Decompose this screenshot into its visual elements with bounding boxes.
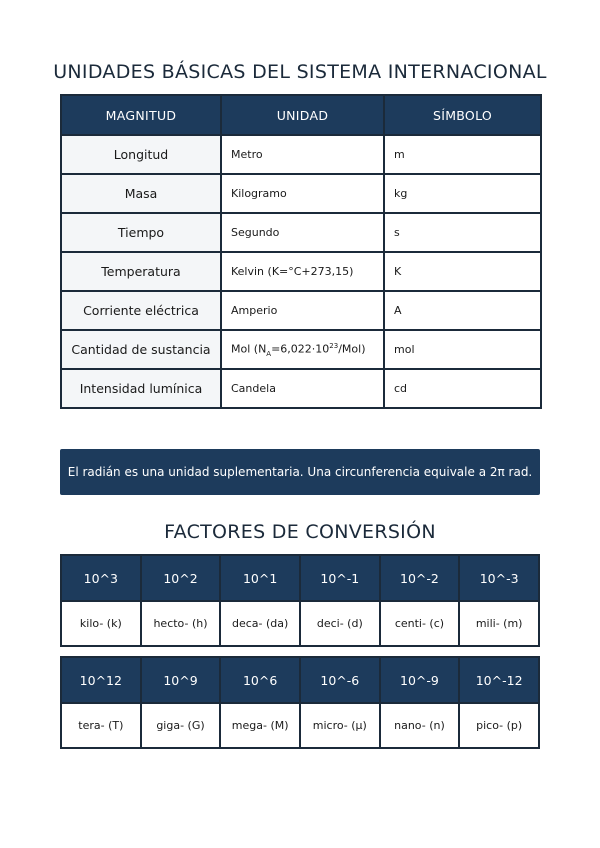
- prefixes-row: [61, 601, 539, 646]
- prefix-cell: centi- (c): [380, 601, 460, 646]
- powers-row: [61, 657, 539, 703]
- power-cell: 10^-1: [300, 555, 380, 601]
- magnitud-cell: Corriente eléctrica: [61, 291, 221, 330]
- exponent-superscript: 23: [329, 341, 339, 350]
- power-cell: 10^1: [220, 555, 300, 601]
- unidad-cell: Metro: [221, 135, 384, 174]
- power-cell: 10^-2: [380, 555, 460, 601]
- prefix-cell: giga- (G): [141, 703, 221, 748]
- magnitud-cell: Intensidad lumínica: [61, 369, 221, 408]
- conversion-table-2: [60, 656, 540, 749]
- header-magnitud: MAGNITUD: [61, 95, 221, 135]
- table-row: [61, 369, 541, 408]
- table-row: [61, 252, 541, 291]
- magnitud-cell: Cantidad de sustancia: [61, 330, 221, 369]
- header-simbolo: SÍMBOLO: [384, 95, 541, 135]
- simbolo-cell: cd: [384, 369, 541, 408]
- avogadro-subscript: A: [266, 349, 272, 358]
- prefix-cell: kilo- (k): [61, 601, 141, 646]
- unidad-cell: Kilogramo: [221, 174, 384, 213]
- prefixes-row: [61, 703, 539, 748]
- powers-row: [61, 555, 539, 601]
- power-cell: 10^2: [141, 555, 221, 601]
- power-cell: 10^12: [61, 657, 141, 703]
- prefix-cell: deci- (d): [300, 601, 380, 646]
- magnitud-cell: Masa: [61, 174, 221, 213]
- page-title: UNIDADES BÁSICAS DEL SISTEMA INTERNACIONAL: [53, 61, 547, 83]
- magnitud-cell: Longitud: [61, 135, 221, 174]
- magnitud-cell: Tiempo: [61, 213, 221, 252]
- conversion-table-1: [60, 554, 540, 647]
- unidad-text: =6,022·10: [271, 342, 330, 356]
- simbolo-cell: kg: [384, 174, 541, 213]
- power-cell: 10^-3: [459, 555, 539, 601]
- unidad-cell: Segundo: [221, 213, 384, 252]
- unidad-cell: [221, 330, 384, 369]
- unidad-text: Mol (N: [231, 342, 267, 356]
- power-cell: 10^6: [220, 657, 300, 703]
- prefix-cell: pico- (p): [459, 703, 539, 748]
- prefix-cell: mili- (m): [459, 601, 539, 646]
- simbolo-cell: K: [384, 252, 541, 291]
- simbolo-cell: m: [384, 135, 541, 174]
- simbolo-cell: A: [384, 291, 541, 330]
- prefix-cell: tera- (T): [61, 703, 141, 748]
- table-row: [61, 174, 541, 213]
- unidad-cell: Candela: [221, 369, 384, 408]
- radian-note: El radián es una unidad suplementaria. Una circunferencia equivale a 2π rad.: [60, 449, 540, 495]
- simbolo-cell: mol: [384, 330, 541, 369]
- unidad-text: /Mol): [338, 342, 366, 356]
- prefix-cell: micro- (μ): [300, 703, 380, 748]
- power-cell: 10^-12: [459, 657, 539, 703]
- header-unidad: UNIDAD: [221, 95, 384, 135]
- simbolo-cell: s: [384, 213, 541, 252]
- table-header-row: [61, 95, 541, 135]
- prefix-cell: deca- (da): [220, 601, 300, 646]
- table-row: [61, 330, 541, 369]
- magnitud-cell: Temperatura: [61, 252, 221, 291]
- unidad-cell: Kelvin (K=°C+273,15): [221, 252, 384, 291]
- table-row: [61, 135, 541, 174]
- power-cell: 10^-6: [300, 657, 380, 703]
- power-cell: 10^-9: [380, 657, 460, 703]
- conversion-title: FACTORES DE CONVERSIÓN: [164, 521, 436, 543]
- prefix-cell: nano- (n): [380, 703, 460, 748]
- table-row: [61, 213, 541, 252]
- power-cell: 10^3: [61, 555, 141, 601]
- prefix-cell: mega- (M): [220, 703, 300, 748]
- prefix-cell: hecto- (h): [141, 601, 221, 646]
- unidad-cell: Amperio: [221, 291, 384, 330]
- table-row: [61, 291, 541, 330]
- si-units-table: [60, 94, 542, 409]
- power-cell: 10^9: [141, 657, 221, 703]
